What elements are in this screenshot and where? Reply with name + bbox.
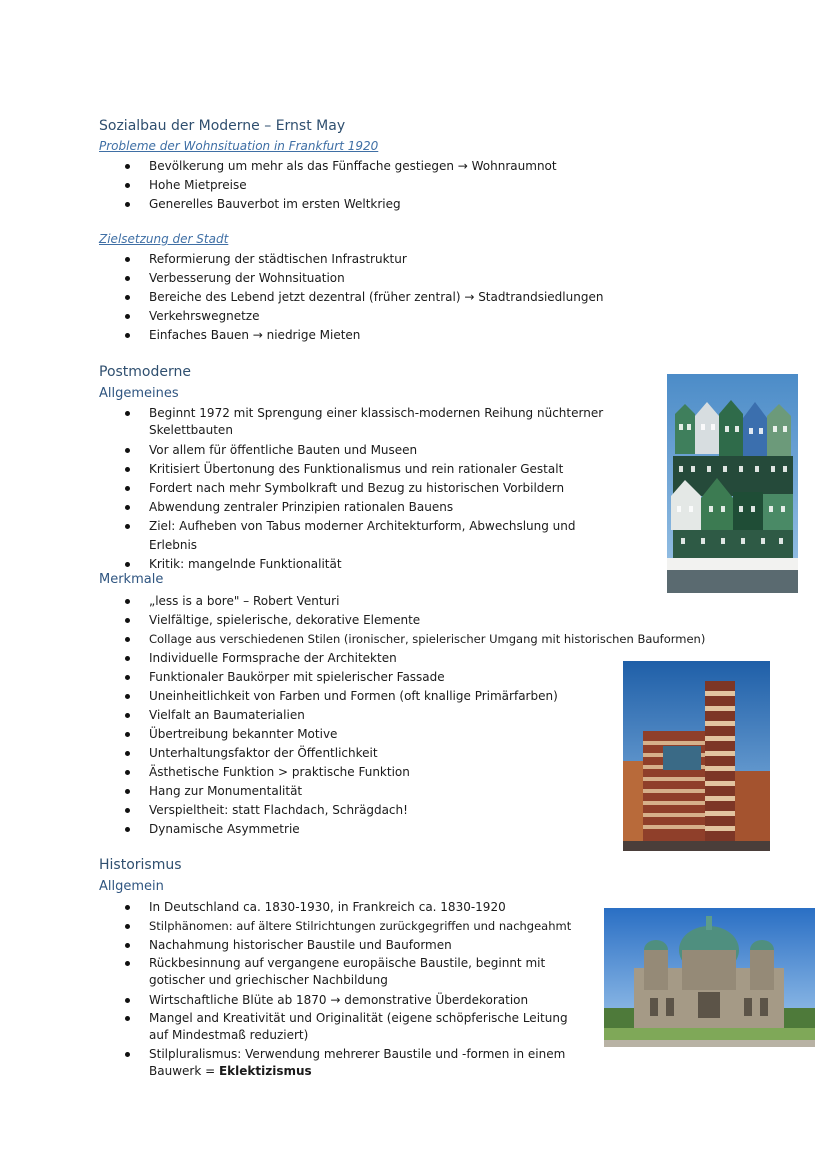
probleme-list <box>120 157 557 214</box>
cathedral-dome-graphic <box>604 908 815 1047</box>
list-item: Unterhaltungsfaktor der Öffentlichkeit <box>120 744 740 763</box>
section-title-sozialbau: Sozialbau der Moderne – Ernst May <box>99 118 346 134</box>
list-item: Funktionaler Baukörper mit spielerischer Fassade <box>120 668 740 687</box>
subheading-probleme: Probleme der Wohnsituation in Frankfurt 1920 <box>99 139 379 153</box>
list-item: Beginnt 1972 mit Sprengung einer klassisch-modernen Reihung nüchterner Skelettbauten <box>120 405 610 439</box>
list-item: Bereiche des Lebend jetzt dezentral (früher zentral) → Stadtrandsiedlungen <box>120 288 603 307</box>
list-item: Kritisiert Übertonung des Funktionalismus und rein rationaler Gestalt <box>120 460 610 479</box>
list-item: „less is a bore" – Robert Venturi <box>120 592 740 611</box>
list-item-text: Stilpluralismus: Verwendung mehrerer Baustile und -formen in einem Bauwerk = <box>149 1047 566 1078</box>
postmoderne-allgemeines-list <box>120 405 610 574</box>
list-item: Wirtschaftliche Blüte ab 1870 → demonstrative Überdekoration <box>120 991 580 1010</box>
list-item: Nachahmung historischer Baustile und Bauformen <box>120 936 580 955</box>
list-item: Dynamische Asymmetrie <box>120 820 740 839</box>
stacked-houses-hotel-graphic <box>667 374 798 593</box>
list-item: Kritik: mangelnde Funktionalität <box>120 555 610 574</box>
list-item: Verbesserung der Wohnsituation <box>120 269 603 288</box>
list-item: Uneinheitlichkeit von Farben und Formen (oft knallige Primärfarben) <box>120 687 740 706</box>
section-title-historismus: Historismus <box>99 857 182 873</box>
subheading-allgemein: Allgemein <box>99 879 164 894</box>
list-item: Abwendung zentraler Prinzipien rationalen Bauens <box>120 498 610 517</box>
list-item: Ziel: Aufheben von Tabus moderner Architekturform, Abwechslung und Erlebnis <box>120 517 610 555</box>
list-item: Individuelle Formsprache der Architekten <box>120 649 740 668</box>
list-item: Verkehrswegnetze <box>120 307 603 326</box>
list-item <box>120 1046 580 1080</box>
stacked-houses-hotel-photo <box>667 374 798 593</box>
subheading-allgemeines: Allgemeines <box>99 386 179 401</box>
list-item: Übertreibung bekannter Motive <box>120 725 740 744</box>
emphasis-eklektizismus: Eklektizismus <box>218 1064 312 1078</box>
striped-tower-building-graphic <box>623 661 770 851</box>
ziele-list <box>120 250 603 345</box>
list-item: Bevölkerung um mehr als das Fünffache gestiegen → Wohnraumnot <box>120 157 557 176</box>
list-item: Hang zur Monumentalität <box>120 782 740 801</box>
list-item: Stilphänomen: auf ältere Stilrichtungen zurückgegriffen und nachgeahmt <box>120 917 580 936</box>
list-item: Vielfältige, spielerische, dekorative Elemente <box>120 611 740 630</box>
subheading-merkmale: Merkmale <box>99 572 164 587</box>
list-item: Generelles Bauverbot im ersten Weltkrieg <box>120 195 557 214</box>
list-item: Vor allem für öffentliche Bauten und Museen <box>120 441 610 460</box>
list-item: Collage aus verschiedenen Stilen (ironischer, spielerischer Umgang mit historischen Bauformen) <box>120 630 740 649</box>
section-title-postmoderne: Postmoderne <box>99 364 191 380</box>
list-item: Hohe Mietpreise <box>120 176 557 195</box>
list-item: Mangel and Kreativität und Originalität (eigene schöpferische Leitung auf Mindestmaß reduziert) <box>120 1010 580 1044</box>
historismus-allgemein-list <box>120 898 580 1082</box>
cathedral-dome-photo <box>604 908 815 1047</box>
list-item: Einfaches Bauen → niedrige Mieten <box>120 326 603 345</box>
subheading-zielsetzung: Zielsetzung der Stadt <box>99 232 229 246</box>
list-item: In Deutschland ca. 1830-1930, in Frankreich ca. 1830-1920 <box>120 898 580 917</box>
list-item: Verspieltheit: statt Flachdach, Schrägdach! <box>120 801 740 820</box>
striped-tower-building-photo <box>623 661 770 851</box>
list-item: Rückbesinnung auf vergangene europäische Baustile, beginnt mit gotischer und griechischer Nachbildung <box>120 955 580 989</box>
list-item: Ästhetische Funktion > praktische Funktion <box>120 763 740 782</box>
list-item: Fordert nach mehr Symbolkraft und Bezug zu historischen Vorbildern <box>120 479 610 498</box>
list-item: Vielfalt an Baumaterialien <box>120 706 740 725</box>
list-item: Reformierung der städtischen Infrastruktur <box>120 250 603 269</box>
